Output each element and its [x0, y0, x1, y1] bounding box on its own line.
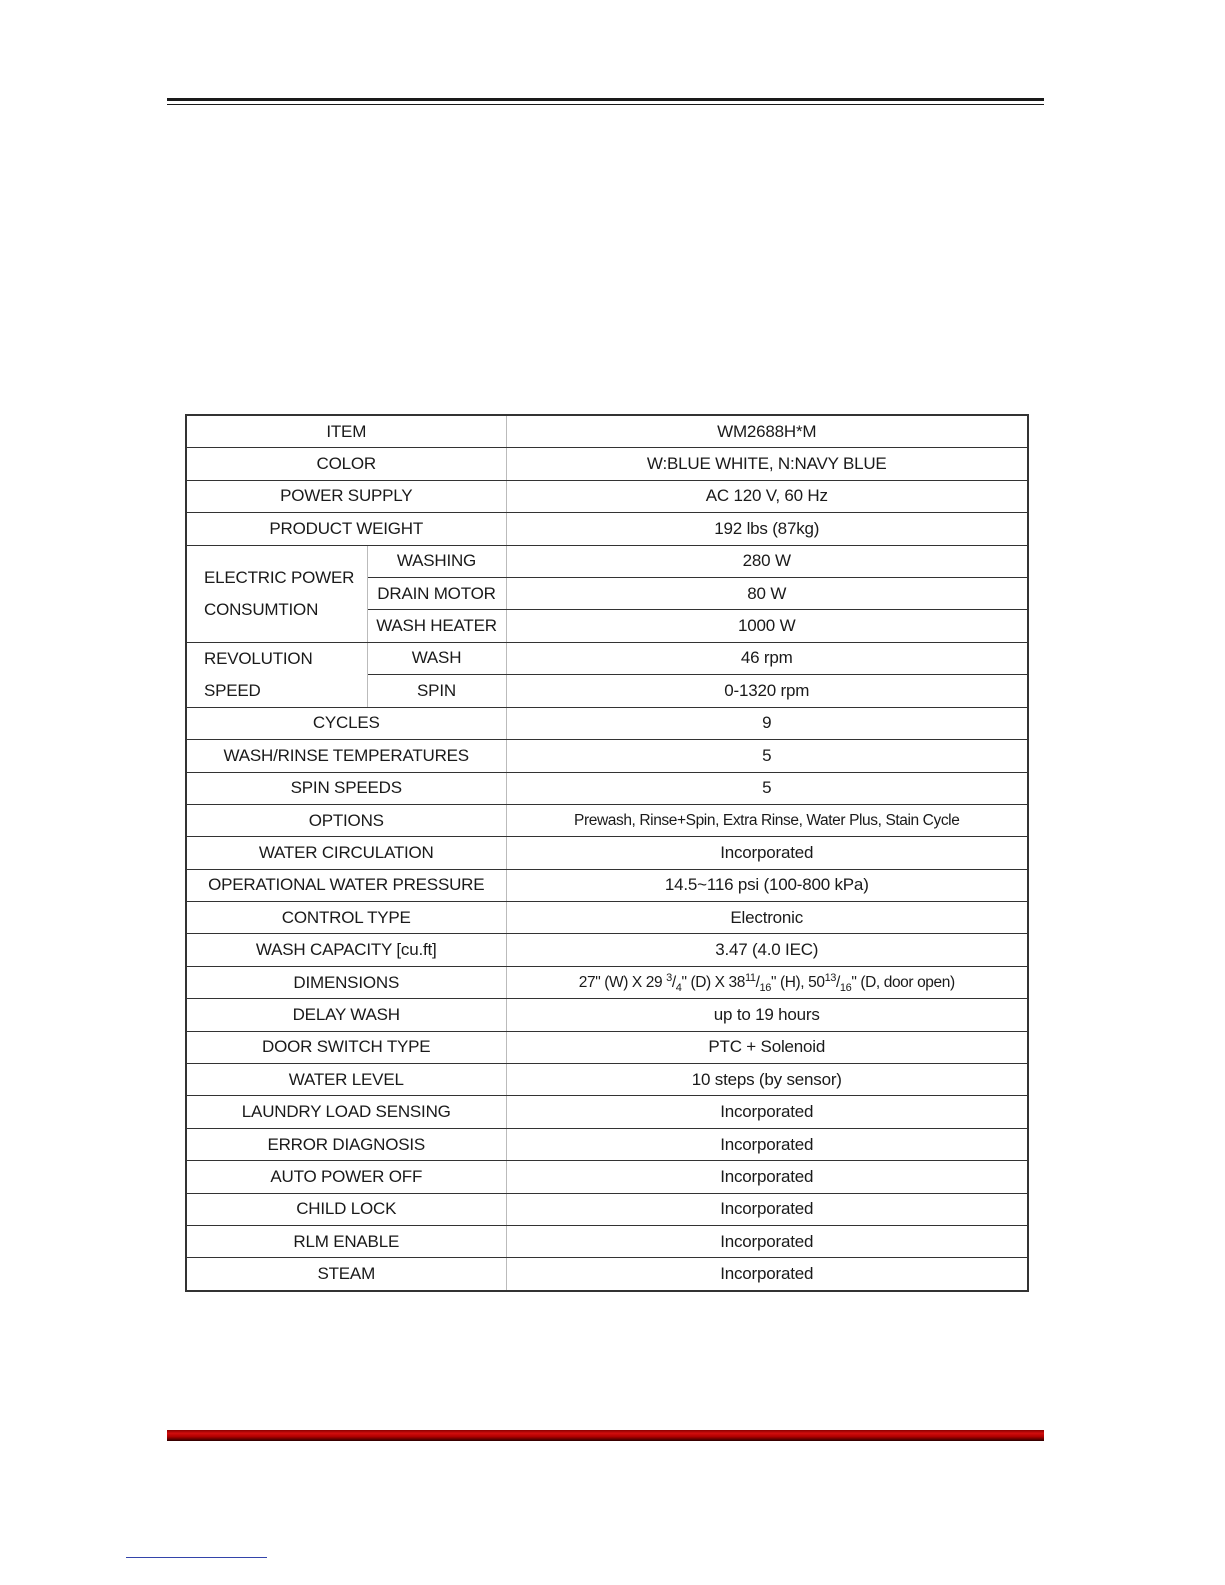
- table-row: [186, 1161, 1028, 1193]
- spec-value: Incorporated: [506, 1258, 1028, 1291]
- spec-value: Incorporated: [506, 1193, 1028, 1225]
- dimensions-value: 27" (W) X 29 $^3/_4$" (D) X $38^{11}/_{16}$" (H), $50^{13}/_{16}$" (D, door open): [506, 966, 1028, 998]
- spec-label: CYCLES: [186, 707, 506, 739]
- spec-label: COLOR: [186, 448, 506, 480]
- spec-value: 5: [506, 772, 1028, 804]
- spec-value: Incorporated: [506, 1161, 1028, 1193]
- spec-sublabel: WASH HEATER: [367, 610, 506, 642]
- spec-label: DIMENSIONS: [186, 966, 506, 998]
- spec-value: W:BLUE WHITE, N:NAVY BLUE: [506, 448, 1028, 480]
- spec-label: OPTIONS: [186, 804, 506, 836]
- dim-frac-den: 4: [675, 981, 682, 994]
- spec-label: POWER SUPPLY: [186, 480, 506, 512]
- spec-label: ERROR DIAGNOSIS: [186, 1128, 506, 1160]
- spec-label: SPIN SPEEDS: [186, 772, 506, 804]
- spec-value: 9: [506, 707, 1028, 739]
- dim-text: " (D, door open): [851, 973, 955, 991]
- spec-label: WASH/RINSE TEMPERATURES: [186, 740, 506, 772]
- spec-value: Prewash, Rinse+Spin, Extra Rinse, Water Plus, Stain Cycle: [506, 804, 1028, 836]
- table-row: [186, 772, 1028, 804]
- header-rule: [167, 98, 1044, 105]
- table-row: [186, 1193, 1028, 1225]
- spec-label: OPERATIONAL WATER PRESSURE: [186, 869, 506, 901]
- spec-value: 5: [506, 740, 1028, 772]
- dim-text: " (D) X 38: [681, 973, 745, 991]
- spec-label: WASH CAPACITY [cu.ft]: [186, 934, 506, 966]
- spec-label: ITEM: [186, 415, 506, 448]
- spec-value: PTC + Solenoid: [506, 1031, 1028, 1063]
- table-row: [186, 1031, 1028, 1063]
- spec-sublabel: DRAIN MOTOR: [367, 577, 506, 609]
- spec-label: STEAM: [186, 1258, 506, 1291]
- power-group-label-line1: ELECTRIC POWER: [204, 567, 355, 587]
- table-row: [186, 837, 1028, 869]
- spec-label: WATER LEVEL: [186, 1064, 506, 1096]
- table-row: [186, 740, 1028, 772]
- spec-value: Incorporated: [506, 1096, 1028, 1128]
- table-row: [186, 1128, 1028, 1160]
- spec-label: CONTROL TYPE: [186, 902, 506, 934]
- footnote-rule: [126, 1557, 267, 1558]
- dim-frac-den: 16: [839, 981, 852, 994]
- spec-value: 10 steps (by sensor): [506, 1064, 1028, 1096]
- dim-frac-num: 3: [666, 971, 672, 984]
- spec-value: 3.47 (4.0 IEC): [506, 934, 1028, 966]
- spec-value: 192 lbs (87kg): [506, 513, 1028, 545]
- spec-label: WATER CIRCULATION: [186, 837, 506, 869]
- spec-value: Incorporated: [506, 1128, 1028, 1160]
- table-row: [186, 804, 1028, 836]
- dim-text: " (H), 50: [770, 973, 825, 991]
- spec-label: RLM ENABLE: [186, 1225, 506, 1257]
- table-row: [186, 1096, 1028, 1128]
- dim-frac-num: 11: [744, 971, 756, 984]
- table-row: [186, 869, 1028, 901]
- spec-label: PRODUCT WEIGHT: [186, 513, 506, 545]
- table-row: [186, 707, 1028, 739]
- spec-value: 80 W: [506, 577, 1028, 609]
- table-row: [186, 1064, 1028, 1096]
- spec-value: Incorporated: [506, 837, 1028, 869]
- table-row: [186, 480, 1028, 512]
- spec-value: 46 rpm: [506, 642, 1028, 675]
- spec-value: Incorporated: [506, 1225, 1028, 1257]
- footer-rule: [167, 1430, 1044, 1441]
- speed-group-label: REVOLUTION SPEED: [186, 642, 367, 707]
- table-row: [186, 513, 1028, 545]
- table-row: [186, 902, 1028, 934]
- spec-label: CHILD LOCK: [186, 1193, 506, 1225]
- spec-table: [185, 414, 1029, 1292]
- spec-sublabel: WASH: [367, 642, 506, 675]
- power-group-label-line2: CONSUMTION: [204, 599, 319, 619]
- table-row: [186, 1258, 1028, 1291]
- table-row: [186, 545, 1028, 577]
- power-group-label: [186, 545, 367, 642]
- table-row: [186, 415, 1028, 448]
- table-row: [186, 966, 1028, 998]
- table-row: [186, 448, 1028, 480]
- table-row: [186, 934, 1028, 966]
- spec-label: DELAY WASH: [186, 999, 506, 1031]
- spec-label: AUTO POWER OFF: [186, 1161, 506, 1193]
- table-row: [186, 1225, 1028, 1257]
- spec-value: 14.5~116 psi (100-800 kPa): [506, 869, 1028, 901]
- table-row: [186, 999, 1028, 1031]
- dim-text: 27" (W) X 29: [578, 973, 667, 991]
- spec-value: WM2688H*M: [506, 415, 1028, 448]
- spec-value: AC 120 V, 60 Hz: [506, 480, 1028, 512]
- spec-label: LAUNDRY LOAD SENSING: [186, 1096, 506, 1128]
- spec-sublabel: WASHING: [367, 545, 506, 577]
- spec-sublabel: SPIN: [367, 675, 506, 708]
- spec-value: up to 19 hours: [506, 999, 1028, 1031]
- spec-label: DOOR SWITCH TYPE: [186, 1031, 506, 1063]
- spec-value: 0-1320 rpm: [506, 675, 1028, 708]
- table-row: [186, 642, 1028, 675]
- spec-value: Electronic: [506, 902, 1028, 934]
- dim-frac-den: 16: [759, 981, 771, 994]
- dim-frac-num: 13: [824, 971, 836, 984]
- spec-value: 280 W: [506, 545, 1028, 577]
- spec-value: 1000 W: [506, 610, 1028, 642]
